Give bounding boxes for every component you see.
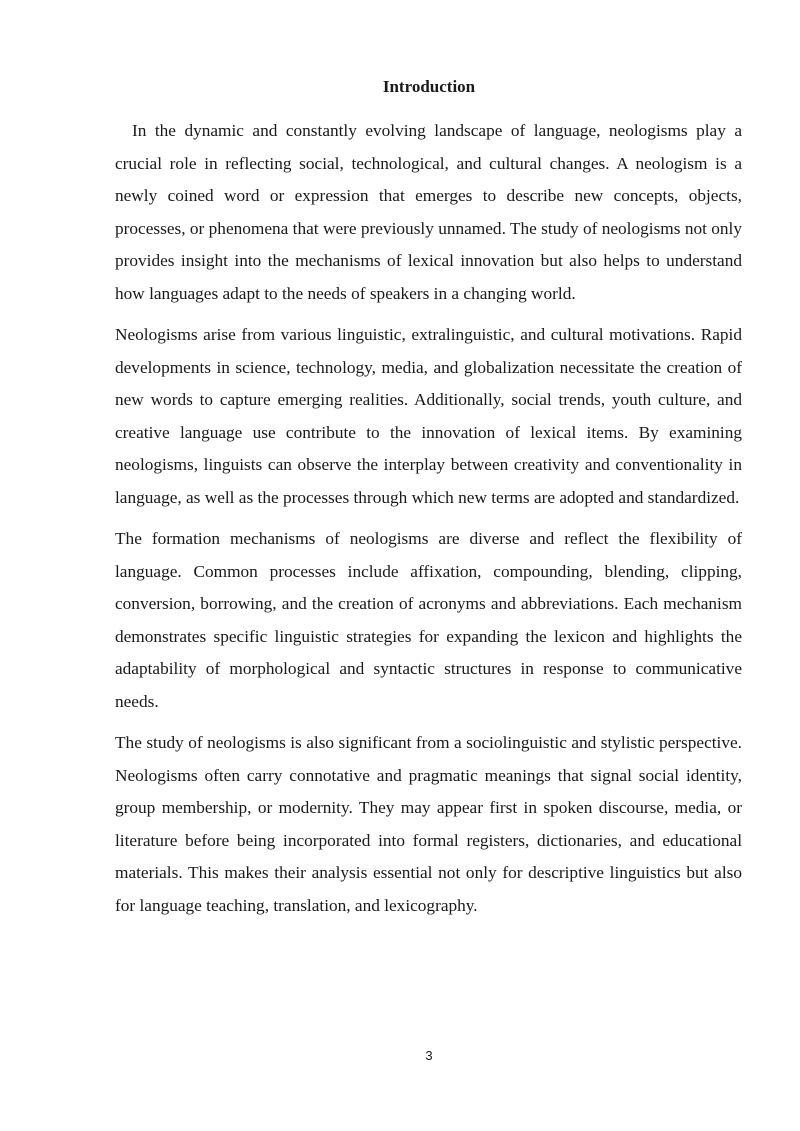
paragraph-3: The formation mechanisms of neologisms are diverse and reflect the flexibility of language. Common processes include affixation, compounding, blending, clipping, conversion, borrowing, and the creation of acronyms and abbreviations. Each mechanism demonstrates specific linguistic strategies for expanding the lexicon and highlights the adaptability of morphological and syntactic structures in response to communicative needs. [115, 529, 742, 711]
paragraph-1: In the dynamic and constantly evolving landscape of language, neologisms play a crucial role in reflecting social, technological, and cultural changes. A neologism is a newly coined word or expression that emerges to describe new concepts, objects, processes, or phenomena that were previously unnamed. The study of neologisms not only provides insight into the mechanisms of lexical innovation but also helps to understand how languages adapt to the needs of speakers in a changing world. [115, 121, 742, 303]
paragraph-4: The study of neologisms is also significant from a sociolinguistic and stylistic perspective. Neologisms often carry connotative and pragmatic meanings that signal social identity, group membership, or modernity. They may appear first in spoken discourse, media, or literature before being incorporated into formal registers, dictionaries, and educational materials. This makes their analysis essential not only for descriptive linguistics but also for language teaching, translation, and lexicography. [115, 733, 742, 915]
body-text [115, 115, 742, 931]
page-number: 3 [425, 1048, 433, 1063]
paragraph-2: Neologisms arise from various linguistic, extralinguistic, and cultural motivations. Rapid developments in science, technology, media, and globalization necessitate the creation of new words to capture emerging realities. Additionally, social trends, youth culture, and creative language use contribute to the innovation of lexical items. By examining neologisms, linguists can observe the interplay between creativity and conventionality in language, as well as the processes through which new terms are adopted and standardized. [115, 325, 742, 507]
section-heading: Introduction [382, 77, 476, 96]
